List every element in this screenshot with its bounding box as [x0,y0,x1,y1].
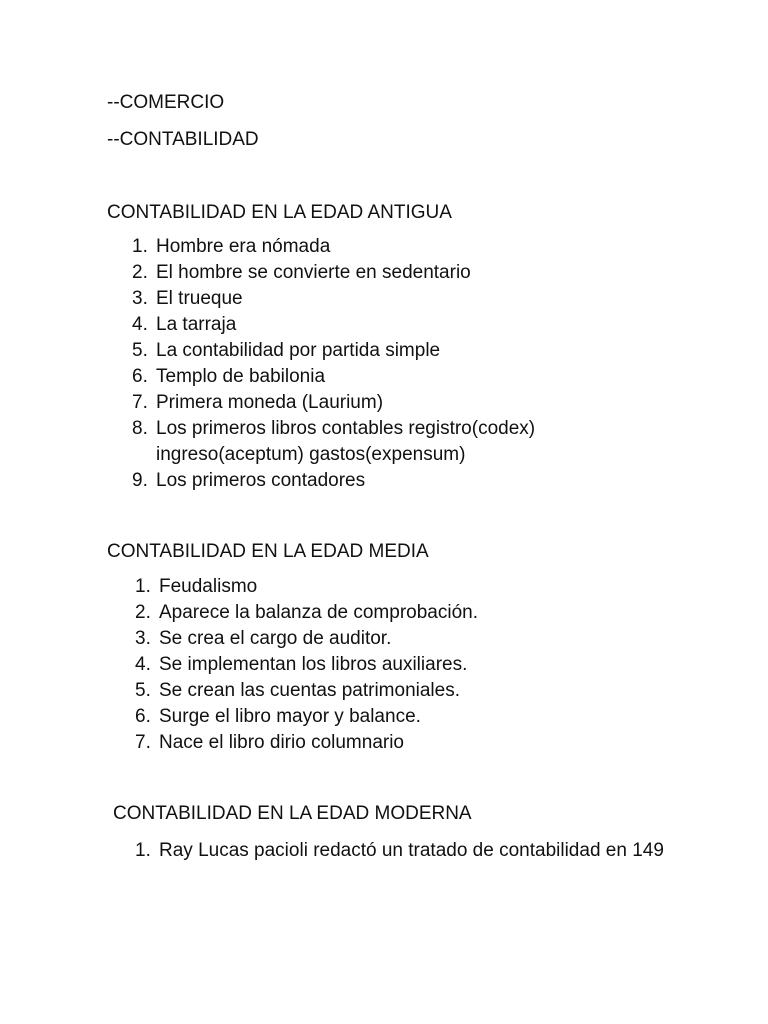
list-item-text: Aparece la balanza de comprobación. [159,602,478,623]
list-item-text: La contabilidad por partida simple [156,340,441,361]
list-item-text: Surge el libro mayor y balance. [159,706,421,727]
section-heading-media: CONTABILIDAD EN LA EDAD MEDIA [107,541,429,562]
list-item-number: 7. [135,732,151,753]
section-heading-moderna: CONTABILIDAD EN LA EDAD MODERNA [113,803,472,824]
list-item [132,416,562,468]
list-item [132,234,562,260]
list-item [135,652,695,678]
list-item-text: Nace el libro dirio columnario [159,732,404,753]
list-item [135,838,675,864]
top-line-contabilidad: --CONTABILIDAD [107,129,259,150]
list-item [135,678,695,704]
list-item-number: 4. [135,654,151,675]
list-item-text: Se implementan los libros auxiliares. [159,654,468,675]
list-edad-moderna [135,838,675,864]
list-item [132,260,562,286]
list-item-text: El hombre se convierte en sedentario [156,262,471,283]
list-item-number: 8. [132,418,148,439]
list-item-text: Se crean las cuentas patrimoniales. [159,680,460,701]
list-item-text: Hombre era nómada [156,236,331,257]
list-item-number: 3. [135,628,151,649]
list-item-number: 3. [132,288,148,309]
list-item-text: Templo de babilonia [156,366,326,387]
list-item-text: La tarraja [156,314,237,335]
list-item [132,338,562,364]
list-item-text: Feudalismo [159,576,258,597]
list-item [135,704,695,730]
list-item-text: Ray Lucas pacioli redactó un tratado de contabilidad en 149 [159,840,664,861]
list-item-text: Los primeros libros contables registro(codex) ingreso(aceptum) gastos(expensum) [156,418,536,465]
section-heading-antigua: CONTABILIDAD EN LA EDAD ANTIGUA [107,202,452,223]
list-item-text: El trueque [156,288,243,309]
list-item-number: 2. [135,602,151,623]
list-item-number: 5. [132,340,148,361]
list-item-text: Primera moneda (Laurium) [156,392,384,413]
list-item-number: 6. [132,366,148,387]
list-item-number: 6. [135,706,151,727]
list-item-number: 9. [132,470,148,491]
list-item-number: 4. [132,314,148,335]
list-item [132,312,562,338]
list-item-number: 1. [135,576,151,597]
list-item [132,390,562,416]
list-item-number: 2. [132,262,148,283]
list-item-number: 1. [135,840,151,861]
list-item-number: 7. [132,392,148,413]
list-item [135,730,695,756]
list-item [135,600,695,626]
list-item [132,364,562,390]
list-item [135,626,695,652]
list-edad-media [135,574,695,756]
list-item [135,574,695,600]
list-item [132,468,562,494]
list-item-number: 5. [135,680,151,701]
top-line-comercio: --COMERCIO [107,92,225,113]
list-item [132,286,562,312]
list-item-number: 1. [132,236,148,257]
list-item-text: Se crea el cargo de auditor. [159,628,392,649]
list-edad-antigua [132,234,562,494]
list-item-text: Los primeros contadores [156,470,366,491]
